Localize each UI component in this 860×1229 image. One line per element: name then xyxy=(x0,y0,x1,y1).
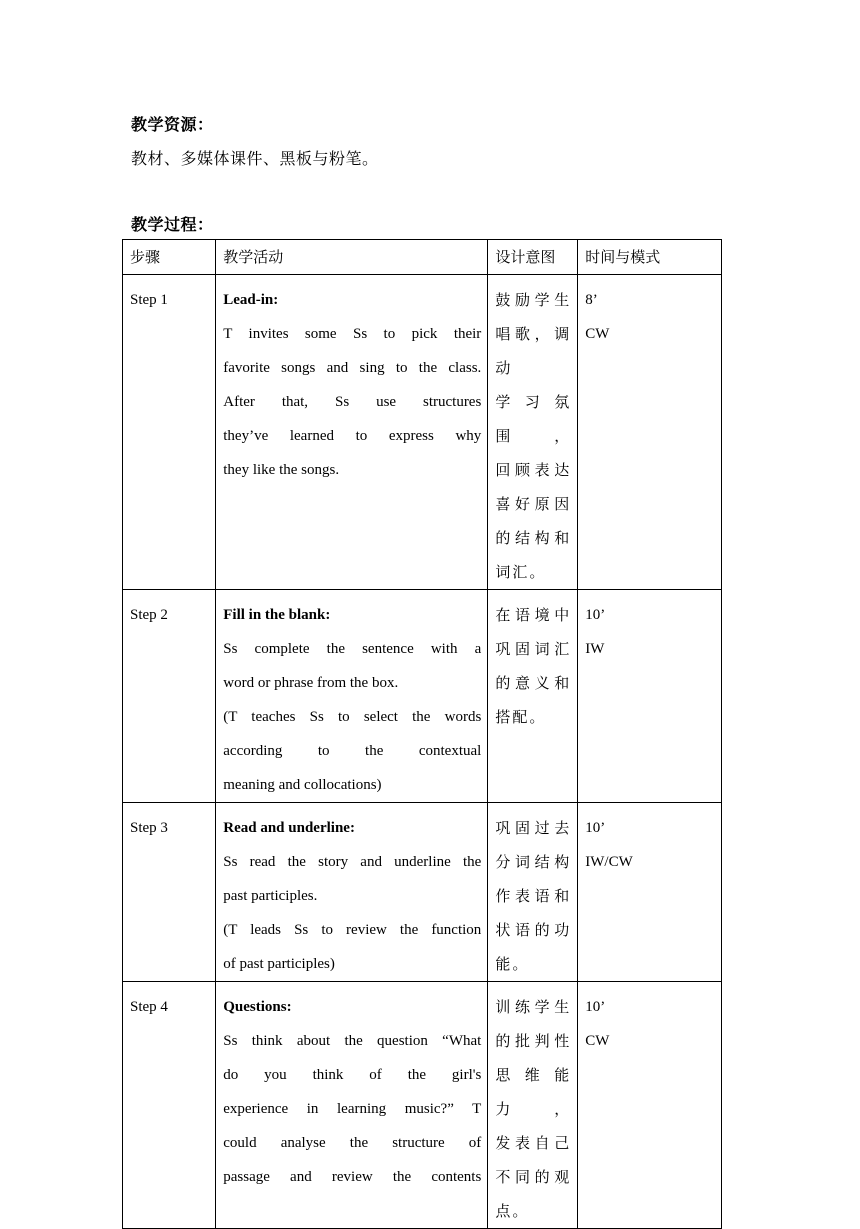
intent-line: 鼓励学生 xyxy=(495,291,572,309)
activity-cell xyxy=(216,590,488,803)
intent-line: 巩固词汇 xyxy=(495,640,572,658)
intent-line: 不同的观 xyxy=(495,1168,572,1186)
intent-cell xyxy=(488,803,578,982)
table-row xyxy=(123,982,722,1229)
step-label: Step 3 xyxy=(130,820,168,836)
mode-value: CW xyxy=(585,1033,610,1049)
activity-title: Fill in the blank: xyxy=(223,607,331,623)
activity-line: Ss think about the question “What xyxy=(223,1033,482,1049)
step-cell xyxy=(123,590,216,803)
time-value: 8’ xyxy=(585,292,598,308)
activity-cell xyxy=(216,275,488,590)
mode-value: IW xyxy=(585,641,605,657)
header-time-mode: 时间与模式 xyxy=(578,240,722,275)
intent-cell xyxy=(488,982,578,1229)
time-value: 10’ xyxy=(585,999,606,1015)
activity-line: After that, Ss use structures xyxy=(223,394,482,410)
table-header-row xyxy=(123,240,722,275)
step-label: Step 2 xyxy=(130,607,168,623)
time-mode-cell xyxy=(578,982,722,1229)
header-step: 步骤 xyxy=(123,240,216,275)
intent-line: 学习氛围， xyxy=(495,393,572,445)
intent-line: 训练学生 xyxy=(495,998,572,1016)
intent-cell xyxy=(488,275,578,590)
mode-value: IW/CW xyxy=(585,854,633,870)
activity-line: passage and review the contents xyxy=(223,1169,482,1185)
step-label: Step 1 xyxy=(130,292,168,308)
resources-heading: 教学资源： xyxy=(131,115,214,134)
header-activity: 教学活动 xyxy=(216,240,488,275)
intent-line: 能。 xyxy=(495,955,530,973)
table-row xyxy=(123,590,722,803)
time-mode-cell xyxy=(578,275,722,590)
resources-text: 教材、多媒体课件、黑板与粉笔。 xyxy=(131,149,379,168)
mode-value: CW xyxy=(585,326,610,342)
activity-line: Ss read the story and underline the xyxy=(223,854,482,870)
intent-line: 喜好原因 xyxy=(495,495,572,513)
table-row xyxy=(123,803,722,982)
activity-line: favorite songs and sing to the class. xyxy=(223,360,482,376)
intent-line: 的结构和 xyxy=(495,529,572,547)
intent-cell xyxy=(488,590,578,803)
time-value: 10’ xyxy=(585,607,606,623)
activity-cell xyxy=(216,803,488,982)
intent-line: 作表语和 xyxy=(495,887,572,905)
activity-title: Questions: xyxy=(223,999,292,1015)
activity-line: according to the contextual xyxy=(223,743,482,759)
header-intent: 设计意图 xyxy=(488,240,578,275)
time-mode-cell xyxy=(578,590,722,803)
step-cell xyxy=(123,982,216,1229)
activity-line: word or phrase from the box. xyxy=(223,675,399,691)
intent-line: 的批判性 xyxy=(495,1032,572,1050)
activity-line: (T leads Ss to review the function xyxy=(223,922,482,938)
step-cell xyxy=(123,275,216,590)
intent-line: 状语的功 xyxy=(495,921,572,939)
intent-line: 回顾表达 xyxy=(495,461,572,479)
intent-line: 巩固过去 xyxy=(495,819,572,837)
activity-title: Lead-in: xyxy=(223,292,279,308)
activity-line: they’ve learned to express why xyxy=(223,428,482,444)
activity-line: experience in learning music?” T xyxy=(223,1101,482,1117)
activity-title: Read and underline: xyxy=(223,820,355,836)
activity-cell xyxy=(216,982,488,1229)
intent-line: 分词结构 xyxy=(495,853,572,871)
intent-line: 的意义和 xyxy=(495,674,572,692)
time-value: 10’ xyxy=(585,820,606,836)
activity-line: T invites some Ss to pick their xyxy=(223,326,482,342)
process-heading: 教学过程： xyxy=(131,215,214,234)
step-cell xyxy=(123,803,216,982)
activity-line: meaning and collocations) xyxy=(223,777,382,793)
activity-line: could analyse the structure of xyxy=(223,1135,482,1151)
activity-line: (T teaches Ss to select the words xyxy=(223,709,482,725)
activity-line: past participles. xyxy=(223,888,318,904)
activity-line: do you think of the girl's xyxy=(223,1067,482,1083)
time-mode-cell xyxy=(578,803,722,982)
intent-line: 点。 xyxy=(495,1202,530,1220)
intent-line: 在语境中 xyxy=(495,606,572,624)
activity-line: of past participles) xyxy=(223,956,335,972)
intent-line: 唱歌，调动 xyxy=(495,325,572,377)
intent-line: 词汇。 xyxy=(495,563,547,581)
intent-line: 搭配。 xyxy=(495,708,547,726)
table-row xyxy=(123,275,722,590)
activity-line: they like the songs. xyxy=(223,462,340,478)
intent-line: 发表自己 xyxy=(495,1134,572,1152)
step-label: Step 4 xyxy=(130,999,168,1015)
activity-line: Ss complete the sentence with a xyxy=(223,641,482,657)
teaching-process-table xyxy=(122,239,722,1229)
intent-line: 思维能力， xyxy=(495,1066,572,1118)
